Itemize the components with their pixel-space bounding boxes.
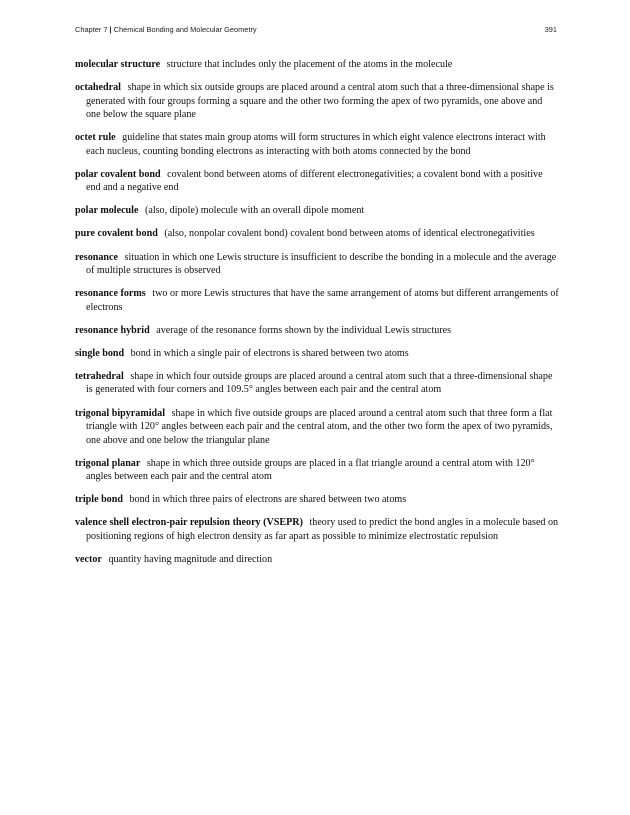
glossary-term: octet rule bbox=[75, 132, 116, 144]
glossary-definition: bond in which a single pair of electrons is shared between two atoms bbox=[130, 347, 409, 359]
glossary-entry bbox=[75, 81, 559, 122]
glossary-term: polar molecule bbox=[75, 205, 139, 217]
glossary-term: resonance hybrid bbox=[75, 324, 150, 336]
glossary-term: trigonal planar bbox=[75, 457, 141, 469]
glossary-entry bbox=[75, 553, 559, 567]
glossary-entry bbox=[75, 516, 559, 543]
header-title: Chemical Bonding and Molecular Geometry bbox=[113, 25, 257, 34]
glossary-definition: (also, nonpolar covalent bond) covalent bond between atoms of identical electronegativities bbox=[164, 228, 535, 240]
glossary-term: polar covalent bond bbox=[75, 168, 161, 180]
glossary-term: triple bond bbox=[75, 494, 123, 506]
glossary-term: resonance bbox=[75, 251, 118, 263]
glossary-term: trigonal bipyramidal bbox=[75, 407, 166, 419]
glossary-term: resonance forms bbox=[75, 288, 146, 300]
glossary-definition: shape in which four outside groups are placed around a central atom such that a three-dimensional shape is generated with four corners and 109.5° angles between each pair and the central atom bbox=[86, 370, 553, 396]
glossary-entry bbox=[75, 227, 559, 241]
glossary-term: pure covalent bond bbox=[75, 228, 158, 240]
glossary-definition: shape in which five outside groups are placed around a central atom such that three form a flat triangle with 120° angles between each pair and the central atom, and the other two form the apex of two pyramids, one above and one below the triangular plane bbox=[86, 407, 553, 446]
glossary-entry bbox=[75, 324, 559, 338]
glossary-entry bbox=[75, 58, 559, 72]
glossary-term: single bond bbox=[75, 347, 125, 359]
glossary-entry bbox=[75, 204, 559, 218]
glossary-definition: situation in which one Lewis structure is insufficient to describe the bonding in a molecule and the average of multiple structures is observed bbox=[86, 251, 557, 277]
glossary-entry bbox=[75, 493, 559, 507]
glossary-definition: theory used to predict the bond angles in a molecule based on positioning regions of high electron density as far apart as possible to minimize electrostatic repulsion bbox=[86, 517, 559, 542]
glossary-term: tetrahedral bbox=[75, 370, 124, 382]
glossary-definition: shape in which three outside groups are placed in a flat triangle around a central atom with 120° angles between each pair and the central atom bbox=[86, 457, 535, 483]
header-separator: | bbox=[109, 25, 112, 34]
glossary-term: vector bbox=[75, 553, 102, 565]
glossary-entry bbox=[75, 370, 559, 397]
glossary-definition: shape in which six outside groups are placed around a central atom such that a three-dimensional shape is generated with four groups forming a square and the other two forming the apex of two pyramids, one above and one below the square plane bbox=[86, 82, 554, 121]
glossary-entry bbox=[75, 287, 559, 314]
glossary-entry bbox=[75, 168, 559, 195]
header-chapter-title bbox=[75, 25, 257, 34]
glossary-entry bbox=[75, 131, 559, 158]
glossary-definition: bond in which three pairs of electrons are shared between two atoms bbox=[129, 494, 407, 506]
glossary-definition: (also, dipole) molecule with an overall dipole moment bbox=[144, 205, 365, 217]
glossary-entry bbox=[75, 251, 559, 278]
glossary-definition: structure that includes only the placement of the atoms in the molecule bbox=[166, 59, 453, 70]
header-chapter: Chapter 7 bbox=[75, 25, 108, 34]
glossary-entry bbox=[75, 457, 559, 484]
glossary-entry bbox=[75, 407, 559, 448]
glossary-term: molecular structure bbox=[75, 59, 161, 70]
glossary-list bbox=[75, 58, 559, 576]
glossary-term: octahedral bbox=[75, 82, 121, 94]
glossary-definition: quantity having magnitude and direction bbox=[108, 553, 273, 565]
page-number: 391 bbox=[544, 25, 557, 34]
running-header bbox=[75, 25, 557, 37]
glossary-definition: average of the resonance forms shown by the individual Lewis structures bbox=[156, 324, 452, 336]
glossary-definition: guideline that states main group atoms will form structures in which eight valence electrons interact with each nucleus, counting bonding electrons as interacting with both atoms connected by the bond bbox=[86, 132, 546, 157]
glossary-term: valence shell electron-pair repulsion theory (VSEPR) bbox=[75, 517, 303, 529]
glossary-entry bbox=[75, 347, 559, 361]
glossary-definition: covalent bond between atoms of different electronegativities; a covalent bond with a positive end and a negative end bbox=[86, 168, 543, 194]
glossary-definition: two or more Lewis structures that have the same arrangement of atoms but different arrangements of electrons bbox=[86, 288, 559, 313]
